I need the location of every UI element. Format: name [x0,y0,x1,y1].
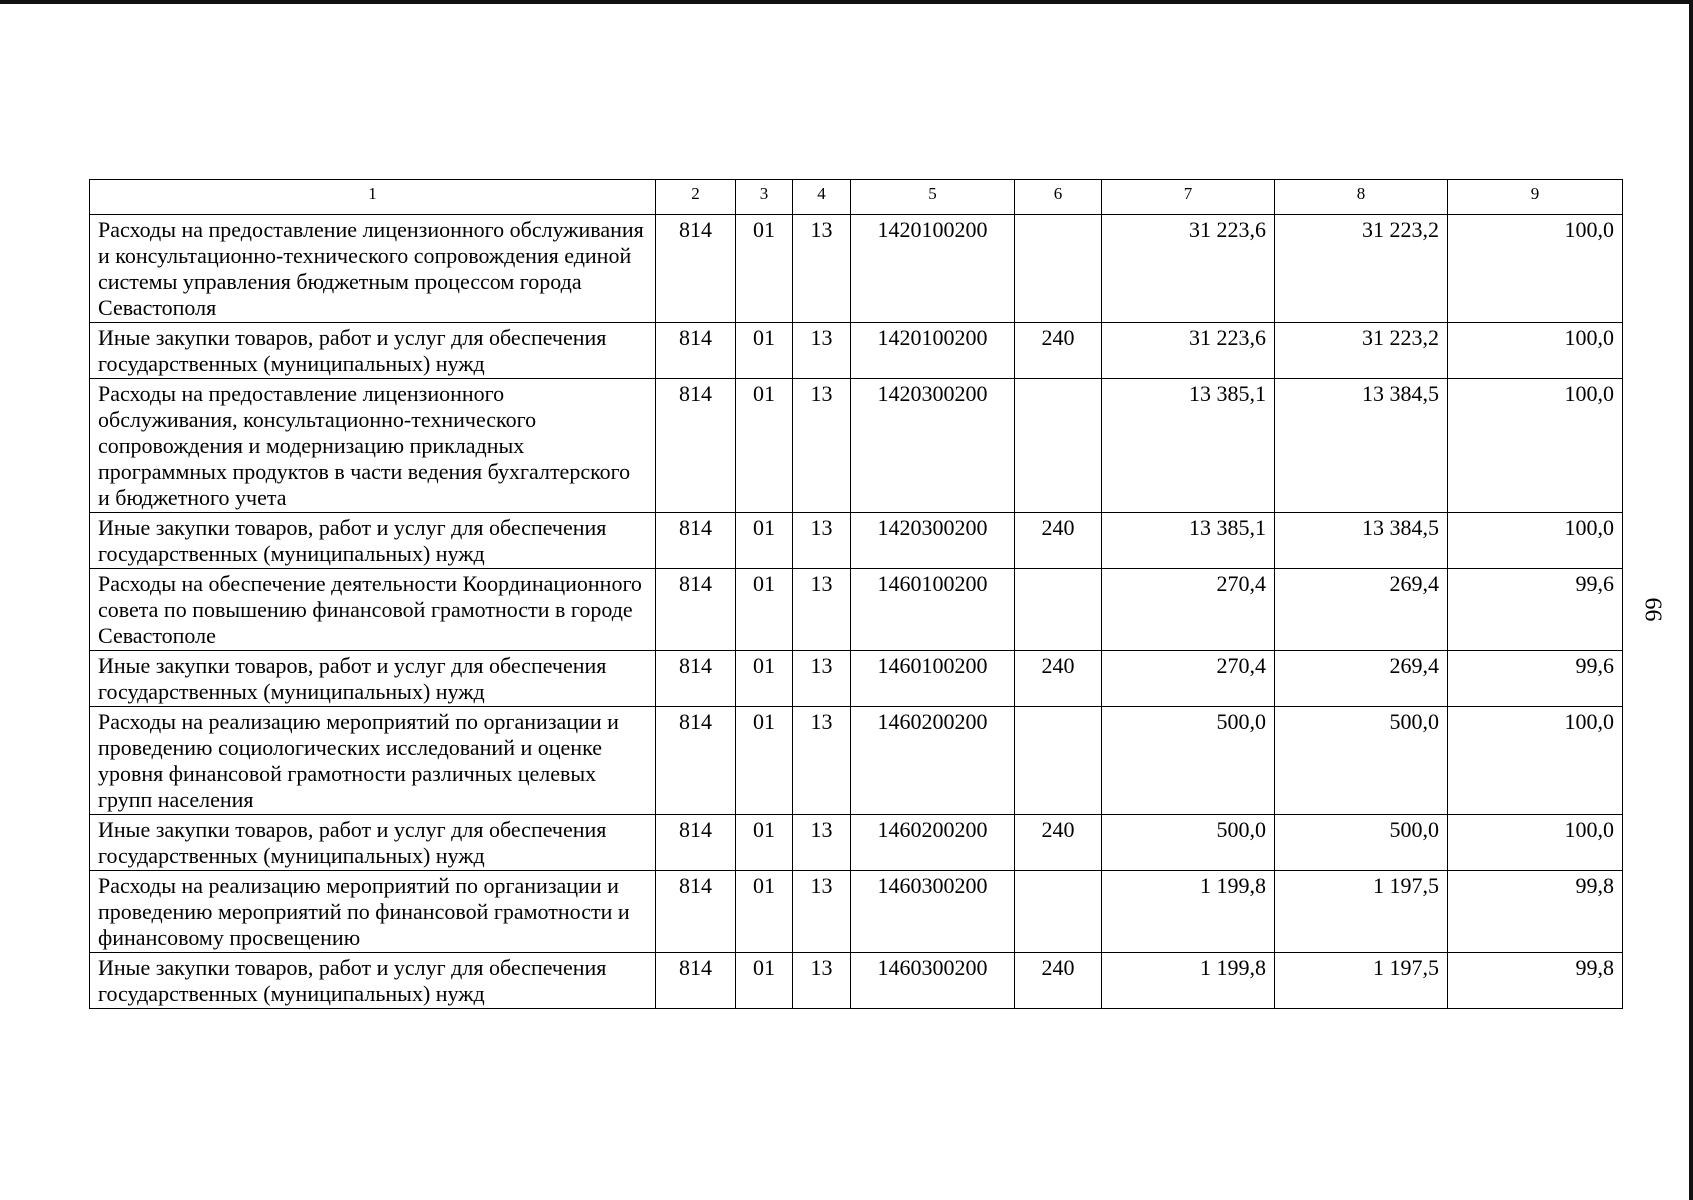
target-article-cell: 1420300200 [851,513,1015,569]
table-row [90,215,1623,323]
execution-percent-cell: 100,0 [1448,323,1623,379]
expense-name-cell: Расходы на предоставление лицензионного обслуживания, консультационно-технического сопровождения и модернизацию прикладных программных продуктов в части ведения бухгалтерского и бюджетного учета [90,379,656,513]
section-code-cell: 01 [736,323,793,379]
header-cell-7: 7 [1102,180,1275,215]
scan-border-right [1689,0,1693,1200]
executed-amount-cell: 269,4 [1275,569,1448,651]
section-code-cell: 01 [736,815,793,871]
table-row [90,651,1623,707]
section-code-cell: 01 [736,569,793,651]
expense-type-cell [1015,871,1102,953]
expense-type-cell [1015,569,1102,651]
expense-type-cell [1015,707,1102,815]
admin-code-cell: 814 [656,707,736,815]
table-body [90,180,1623,1009]
planned-amount-cell: 500,0 [1102,815,1275,871]
executed-amount-cell: 13 384,5 [1275,513,1448,569]
execution-percent-cell: 99,6 [1448,569,1623,651]
expense-type-cell: 240 [1015,953,1102,1009]
execution-percent-cell: 99,6 [1448,651,1623,707]
budget-table [89,179,1623,1009]
admin-code-cell: 814 [656,569,736,651]
execution-percent-cell: 99,8 [1448,953,1623,1009]
executed-amount-cell: 1 197,5 [1275,871,1448,953]
page-number: 66 [1639,597,1666,622]
target-article-cell: 1460300200 [851,871,1015,953]
planned-amount-cell: 270,4 [1102,651,1275,707]
target-article-cell: 1420100200 [851,323,1015,379]
execution-percent-cell: 100,0 [1448,215,1623,323]
section-code-cell: 01 [736,871,793,953]
planned-amount-cell: 1 199,8 [1102,953,1275,1009]
subsection-code-cell: 13 [793,513,851,569]
section-code-cell: 01 [736,379,793,513]
execution-percent-cell: 100,0 [1448,513,1623,569]
target-article-cell: 1460100200 [851,569,1015,651]
admin-code-cell: 814 [656,953,736,1009]
expense-type-cell [1015,379,1102,513]
section-code-cell: 01 [736,513,793,569]
target-article-cell: 1420100200 [851,215,1015,323]
executed-amount-cell: 1 197,5 [1275,953,1448,1009]
planned-amount-cell: 13 385,1 [1102,379,1275,513]
subsection-code-cell: 13 [793,651,851,707]
expense-type-cell: 240 [1015,815,1102,871]
expense-name-cell: Расходы на реализацию мероприятий по организации и проведению мероприятий по финансовой грамотности и финансовому просвещению [90,871,656,953]
header-cell-4: 4 [793,180,851,215]
executed-amount-cell: 500,0 [1275,815,1448,871]
admin-code-cell: 814 [656,871,736,953]
target-article-cell: 1460200200 [851,815,1015,871]
expense-name-cell: Расходы на реализацию мероприятий по организации и проведению социологических исследований и оценке уровня финансовой грамотности различных целевых групп населения [90,707,656,815]
expense-name-cell: Иные закупки товаров, работ и услуг для обеспечения государственных (муниципальных) нужд [90,513,656,569]
admin-code-cell: 814 [656,323,736,379]
planned-amount-cell: 1 199,8 [1102,871,1275,953]
target-article-cell: 1460200200 [851,707,1015,815]
execution-percent-cell: 100,0 [1448,815,1623,871]
planned-amount-cell: 13 385,1 [1102,513,1275,569]
header-cell-6: 6 [1015,180,1102,215]
table-row [90,953,1623,1009]
expense-name-cell: Иные закупки товаров, работ и услуг для обеспечения государственных (муниципальных) нужд [90,323,656,379]
expense-type-cell: 240 [1015,323,1102,379]
section-code-cell: 01 [736,707,793,815]
header-cell-8: 8 [1275,180,1448,215]
scan-border-top [0,0,1693,4]
expense-name-cell: Расходы на предоставление лицензионного обслуживания и консультационно-технического сопровождения единой системы управления бюджетным процессом города Севастополя [90,215,656,323]
target-article-cell: 1460300200 [851,953,1015,1009]
executed-amount-cell: 31 223,2 [1275,323,1448,379]
header-cell-1: 1 [90,180,656,215]
header-cell-5: 5 [851,180,1015,215]
subsection-code-cell: 13 [793,815,851,871]
admin-code-cell: 814 [656,215,736,323]
table-row [90,569,1623,651]
planned-amount-cell: 31 223,6 [1102,323,1275,379]
subsection-code-cell: 13 [793,569,851,651]
expense-type-cell: 240 [1015,651,1102,707]
table-row [90,323,1623,379]
target-article-cell: 1460100200 [851,651,1015,707]
subsection-code-cell: 13 [793,953,851,1009]
table-row [90,815,1623,871]
section-code-cell: 01 [736,215,793,323]
section-code-cell: 01 [736,953,793,1009]
subsection-code-cell: 13 [793,707,851,815]
execution-percent-cell: 100,0 [1448,707,1623,815]
expense-name-cell: Иные закупки товаров, работ и услуг для обеспечения государственных (муниципальных) нужд [90,651,656,707]
expense-name-cell: Расходы на обеспечение деятельности Координационного совета по повышению финансовой грамотности в городе Севастополе [90,569,656,651]
section-code-cell: 01 [736,651,793,707]
header-row [90,180,1623,215]
target-article-cell: 1420300200 [851,379,1015,513]
table-row [90,513,1623,569]
header-cell-2: 2 [656,180,736,215]
expense-name-cell: Иные закупки товаров, работ и услуг для обеспечения государственных (муниципальных) нужд [90,815,656,871]
subsection-code-cell: 13 [793,871,851,953]
executed-amount-cell: 500,0 [1275,707,1448,815]
table-row [90,871,1623,953]
admin-code-cell: 814 [656,513,736,569]
subsection-code-cell: 13 [793,215,851,323]
planned-amount-cell: 31 223,6 [1102,215,1275,323]
executed-amount-cell: 13 384,5 [1275,379,1448,513]
executed-amount-cell: 269,4 [1275,651,1448,707]
planned-amount-cell: 270,4 [1102,569,1275,651]
table-row [90,379,1623,513]
admin-code-cell: 814 [656,379,736,513]
executed-amount-cell: 31 223,2 [1275,215,1448,323]
execution-percent-cell: 99,8 [1448,871,1623,953]
header-cell-3: 3 [736,180,793,215]
admin-code-cell: 814 [656,651,736,707]
subsection-code-cell: 13 [793,379,851,513]
table-row [90,707,1623,815]
admin-code-cell: 814 [656,815,736,871]
subsection-code-cell: 13 [793,323,851,379]
expense-type-cell [1015,215,1102,323]
planned-amount-cell: 500,0 [1102,707,1275,815]
execution-percent-cell: 100,0 [1448,379,1623,513]
expense-type-cell: 240 [1015,513,1102,569]
expense-name-cell: Иные закупки товаров, работ и услуг для обеспечения государственных (муниципальных) нужд [90,953,656,1009]
header-cell-9: 9 [1448,180,1623,215]
